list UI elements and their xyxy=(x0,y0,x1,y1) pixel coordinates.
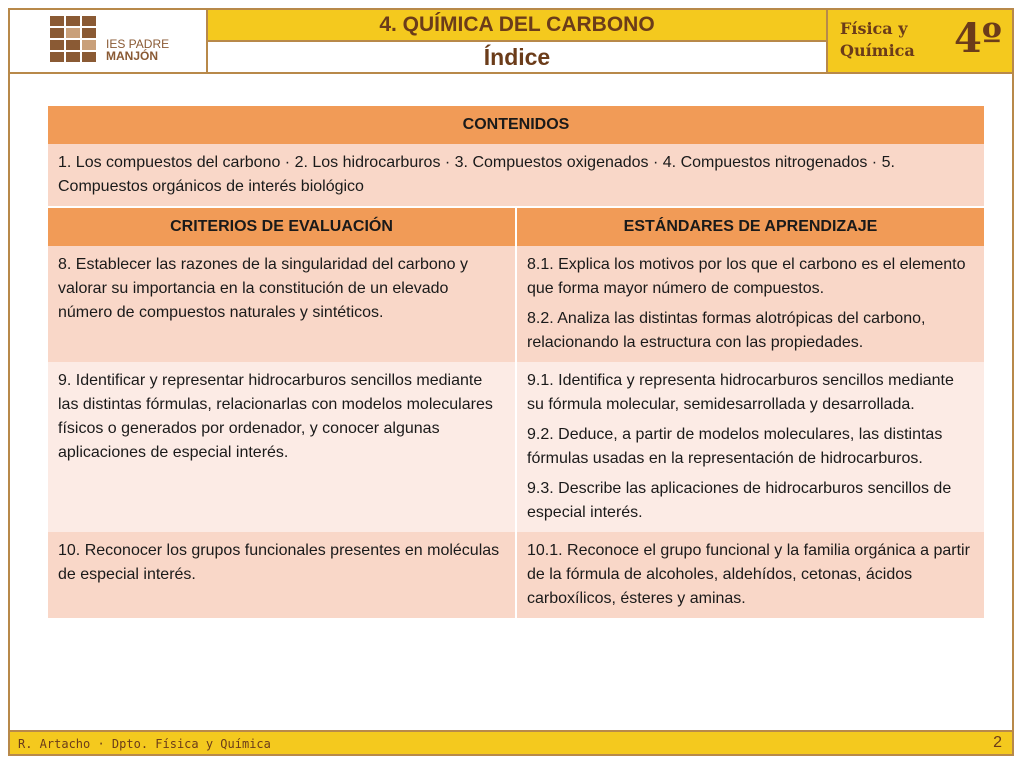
index-table xyxy=(46,104,986,618)
course-name-line1: Física y xyxy=(840,19,908,38)
column-header-row xyxy=(48,206,984,246)
course-badge xyxy=(826,10,1012,74)
title-bar xyxy=(208,10,826,42)
contenidos-header-row xyxy=(48,104,984,144)
criterio-text: 10. Reconocer los grupos funcionales presentes en moléculas de especial interés. xyxy=(58,542,500,583)
subtitle-bar xyxy=(208,42,826,74)
contenidos-header: CONTENIDOS xyxy=(48,104,984,144)
table-row xyxy=(48,532,984,618)
estandar-text: 8.2. Analiza las distintas formas alotrópicas del carbono, relacionando la estructura con las propiedades. xyxy=(527,310,926,351)
table-row xyxy=(48,246,984,362)
course-name-line2: Química xyxy=(840,41,915,60)
estandar-text: 10.1. Reconoce el grupo funcional y la familia orgánica a partir de la fórmula de alcoholes, aldehídos, cetonas, ácidos carboxílicos, ésteres y aminas. xyxy=(527,542,970,607)
footer-credit: R. Artacho · Dpto. Física y Química xyxy=(18,737,271,751)
estandares-cell xyxy=(517,532,984,618)
contenidos-row xyxy=(48,144,984,206)
criterio-cell xyxy=(48,362,515,532)
school-logo xyxy=(10,10,208,74)
page-subtitle: Índice xyxy=(483,44,551,70)
slide-header xyxy=(10,10,1012,74)
logo-line1: IES PADRE xyxy=(106,37,170,51)
slide-footer xyxy=(10,730,1012,754)
criterio-cell xyxy=(48,246,515,362)
criterio-text: 9. Identificar y representar hidrocarburos sencillos mediante las distintas fórmulas, relacionarlas con modelos moleculares físicos o generados por ordenador, y conocer algunas aplicaciones de especial interés. xyxy=(58,372,493,461)
estandar-text: 9.2. Deduce, a partir de modelos moleculares, las distintas fórmulas usadas en la representación de hidrocarburos. xyxy=(527,426,943,467)
estandar-text: 8.1. Explica los motivos por los que el carbono es el elemento que forma mayor número de compuestos. xyxy=(527,256,966,297)
estandar-text: 9.1. Identifica y representa hidrocarburos sencillos mediante su fórmula molecular, semidesarrollada y desarrollada. xyxy=(527,372,954,413)
logo-line2: MANJÓN xyxy=(106,49,159,63)
estandares-cell xyxy=(517,246,984,362)
logo-grid-icon xyxy=(50,16,100,66)
page-number: 2 xyxy=(993,734,1002,751)
estandares-header: ESTÁNDARES DE APRENDIZAJE xyxy=(517,206,984,246)
table-row xyxy=(48,362,984,532)
logo-text xyxy=(106,38,169,62)
course-level: 4º xyxy=(954,15,1002,62)
criterio-cell xyxy=(48,532,515,618)
course-name xyxy=(840,18,915,62)
contenidos-text: 1. Los compuestos del carbono · 2. Los hidrocarburos · 3. Compuestos oxigenados · 4. Compuestos nitrogenados · 5. Compuestos orgánicos de interés biológico xyxy=(48,144,984,206)
page-title: 4. QUÍMICA DEL CARBONO xyxy=(379,13,655,36)
criterios-header: CRITERIOS DE EVALUACIÓN xyxy=(48,206,515,246)
criterio-text: 8. Establecer las razones de la singularidad del carbono y valorar su importancia en la constitución de un elevado número de compuestos naturales y sintéticos. xyxy=(58,256,469,321)
estandar-text: 9.3. Describe las aplicaciones de hidrocarburos sencillos de especial interés. xyxy=(527,480,952,521)
estandares-cell xyxy=(517,362,984,532)
